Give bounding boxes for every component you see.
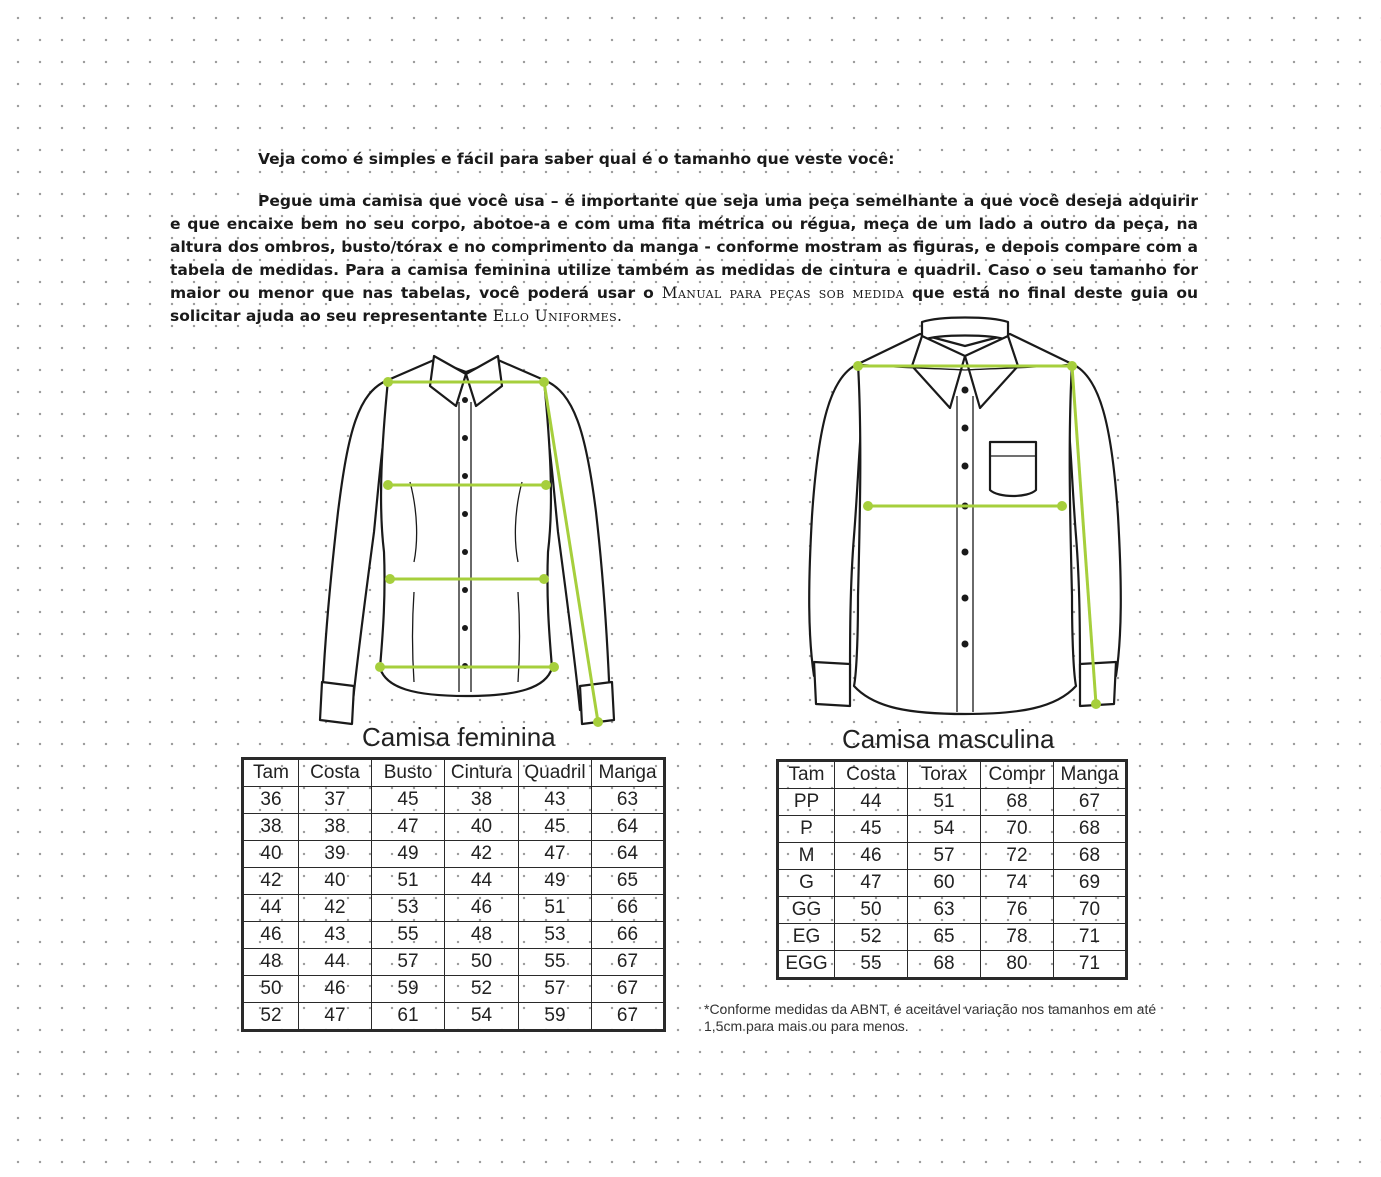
col-header: Tam xyxy=(243,759,299,787)
table-cell: 54 xyxy=(445,1003,519,1031)
col-header: Cintura xyxy=(445,759,519,787)
intro-paragraph xyxy=(170,190,1198,328)
table-cell: 57 xyxy=(519,976,592,1003)
sleeve-left xyxy=(322,380,388,710)
table-cell: 44 xyxy=(243,895,299,922)
chest-pocket xyxy=(990,442,1036,496)
table-cell: 47 xyxy=(372,814,445,841)
intro-heading: Veja como é simples e fácil para saber qual é o tamanho que veste você: xyxy=(258,150,895,168)
table-cell: 61 xyxy=(372,1003,445,1031)
table-cell: 70 xyxy=(1054,897,1127,924)
table-row xyxy=(778,789,1127,816)
table-cell: 71 xyxy=(1054,951,1127,979)
table-cell: 51 xyxy=(908,789,981,816)
table-cell: 49 xyxy=(519,868,592,895)
table-cell: 52 xyxy=(445,976,519,1003)
table-cell: 55 xyxy=(835,951,908,979)
table-cell: EGG xyxy=(778,951,835,979)
table-cell: 57 xyxy=(908,843,981,870)
table-row xyxy=(243,1003,665,1031)
cuff-left xyxy=(814,662,850,706)
table-cell: 38 xyxy=(445,787,519,814)
col-header: Costa xyxy=(835,761,908,789)
table-cell: 66 xyxy=(592,895,665,922)
table-cell: 65 xyxy=(592,868,665,895)
col-header: Torax xyxy=(908,761,981,789)
table-cell: 52 xyxy=(835,924,908,951)
masculine-shirt-illustration xyxy=(800,316,1130,722)
table-cell: 51 xyxy=(519,895,592,922)
table-cell: EG xyxy=(778,924,835,951)
table-cell: M xyxy=(778,843,835,870)
table-cell: 48 xyxy=(445,922,519,949)
manual-link[interactable]: Manual para peças sob medida xyxy=(661,284,905,302)
table-cell: 78 xyxy=(981,924,1054,951)
col-header: Busto xyxy=(372,759,445,787)
table-cell: 68 xyxy=(981,789,1054,816)
cuff-left xyxy=(320,682,354,724)
table-row xyxy=(778,951,1127,979)
col-header: Tam xyxy=(778,761,835,789)
feminine-table-header xyxy=(243,759,665,787)
table-cell: 44 xyxy=(445,868,519,895)
table-cell: 76 xyxy=(981,897,1054,924)
table-cell: 38 xyxy=(243,814,299,841)
table-cell: 37 xyxy=(299,787,372,814)
table-cell: 54 xyxy=(908,816,981,843)
feminine-shirt-illustration xyxy=(318,352,618,732)
table-cell: 50 xyxy=(445,949,519,976)
feminine-caption: Camisa feminina xyxy=(362,722,556,752)
sleeve-left xyxy=(809,364,864,678)
col-header: Costa xyxy=(299,759,372,787)
table-cell: PP xyxy=(778,789,835,816)
masculine-table-header xyxy=(778,761,1127,789)
table-cell: 80 xyxy=(981,951,1054,979)
table-cell: 44 xyxy=(835,789,908,816)
table-row xyxy=(778,924,1127,951)
table-cell: 69 xyxy=(1054,870,1127,897)
table-row xyxy=(243,895,665,922)
table-cell: 45 xyxy=(835,816,908,843)
table-cell: 45 xyxy=(372,787,445,814)
table-cell: 45 xyxy=(519,814,592,841)
table-cell: 47 xyxy=(835,870,908,897)
table-cell: 53 xyxy=(372,895,445,922)
table-cell: 43 xyxy=(519,787,592,814)
abnt-footnote: *Conforme medidas da ABNT, é aceitável variação nos tamanhos em até 1,5cm para mais ou para menos. xyxy=(704,1001,1157,1034)
table-cell: 47 xyxy=(519,841,592,868)
table-cell: 42 xyxy=(299,895,372,922)
table-cell: 50 xyxy=(243,976,299,1003)
table-cell: 63 xyxy=(908,897,981,924)
masculine-caption: Camisa masculina xyxy=(842,724,1055,754)
masculine-size-table xyxy=(776,759,1128,980)
table-cell: 59 xyxy=(519,1003,592,1031)
table-cell: 66 xyxy=(592,922,665,949)
table-cell: 59 xyxy=(372,976,445,1003)
table-cell: 64 xyxy=(592,841,665,868)
table-cell: 44 xyxy=(299,949,372,976)
table-cell: 42 xyxy=(243,868,299,895)
table-cell: 64 xyxy=(592,814,665,841)
table-cell: 42 xyxy=(445,841,519,868)
table-row xyxy=(243,814,665,841)
table-cell: 55 xyxy=(519,949,592,976)
sleeve-right xyxy=(544,380,610,710)
table-cell: 50 xyxy=(835,897,908,924)
table-cell: 46 xyxy=(835,843,908,870)
table-cell: 40 xyxy=(243,841,299,868)
table-cell: 40 xyxy=(445,814,519,841)
table-cell: 63 xyxy=(592,787,665,814)
table-cell: 51 xyxy=(372,868,445,895)
table-row xyxy=(778,870,1127,897)
table-row xyxy=(243,922,665,949)
table-cell: 47 xyxy=(299,1003,372,1031)
table-cell: 68 xyxy=(1054,843,1127,870)
table-row xyxy=(243,976,665,1003)
cuff-right xyxy=(1080,662,1116,706)
intro-paragraph-middle: que está no final deste guia ou solicitar ajuda ao seu representante xyxy=(170,284,1199,325)
col-header: Manga xyxy=(1054,761,1127,789)
table-cell: 38 xyxy=(299,814,372,841)
table-cell: 55 xyxy=(372,922,445,949)
table-cell: 70 xyxy=(981,816,1054,843)
table-cell: GG xyxy=(778,897,835,924)
table-cell: P xyxy=(778,816,835,843)
table-cell: 60 xyxy=(908,870,981,897)
table-cell: 40 xyxy=(299,868,372,895)
table-cell: 71 xyxy=(1054,924,1127,951)
col-header: Compr xyxy=(981,761,1054,789)
brand-name: Ello Uniformes. xyxy=(492,307,623,325)
table-row xyxy=(243,841,665,868)
table-cell: 68 xyxy=(1054,816,1127,843)
table-cell: 43 xyxy=(299,922,372,949)
col-header: Manga xyxy=(592,759,665,787)
intro-paragraph-start: Pegue uma camisa que você usa – é importante que seja uma peça semelhante a que você deseja adquirir e que encaixe bem no seu corpo, abotoe-a e com uma fita métrica ou régua, meça de um lado a outro da peça, na altura dos ombros, busto/tórax e no comprimento da manga - conforme mostram as figuras, e depois compare com a tabela de medidas. Para a camisa feminina utilize também as medidas de cintura e quadril. Caso o seu tamanho for maior ou menor que nas tabelas, você poderá usar o xyxy=(170,192,1198,302)
table-cell: 67 xyxy=(592,1003,665,1031)
collar-band xyxy=(922,318,1008,341)
table-cell: 65 xyxy=(908,924,981,951)
table-cell: 48 xyxy=(243,949,299,976)
shirt-body xyxy=(380,360,552,696)
table-cell: 57 xyxy=(372,949,445,976)
table-cell: 74 xyxy=(981,870,1054,897)
table-cell: 52 xyxy=(243,1003,299,1031)
table-row xyxy=(778,843,1127,870)
feminine-size-table xyxy=(241,757,666,1032)
table-row xyxy=(243,787,665,814)
table-cell: 68 xyxy=(908,951,981,979)
table-cell: 36 xyxy=(243,787,299,814)
table-row xyxy=(778,897,1127,924)
table-cell: 67 xyxy=(592,949,665,976)
table-cell: 67 xyxy=(592,976,665,1003)
table-cell: 46 xyxy=(299,976,372,1003)
intro-text xyxy=(170,148,1198,328)
table-cell: 46 xyxy=(243,922,299,949)
table-cell: 46 xyxy=(445,895,519,922)
table-cell: G xyxy=(778,870,835,897)
table-cell: 72 xyxy=(981,843,1054,870)
col-header: Quadril xyxy=(519,759,592,787)
table-cell: 53 xyxy=(519,922,592,949)
table-cell: 39 xyxy=(299,841,372,868)
table-cell: 67 xyxy=(1054,789,1127,816)
table-cell: 49 xyxy=(372,841,445,868)
table-row xyxy=(778,816,1127,843)
table-row xyxy=(243,949,665,976)
table-row xyxy=(243,868,665,895)
